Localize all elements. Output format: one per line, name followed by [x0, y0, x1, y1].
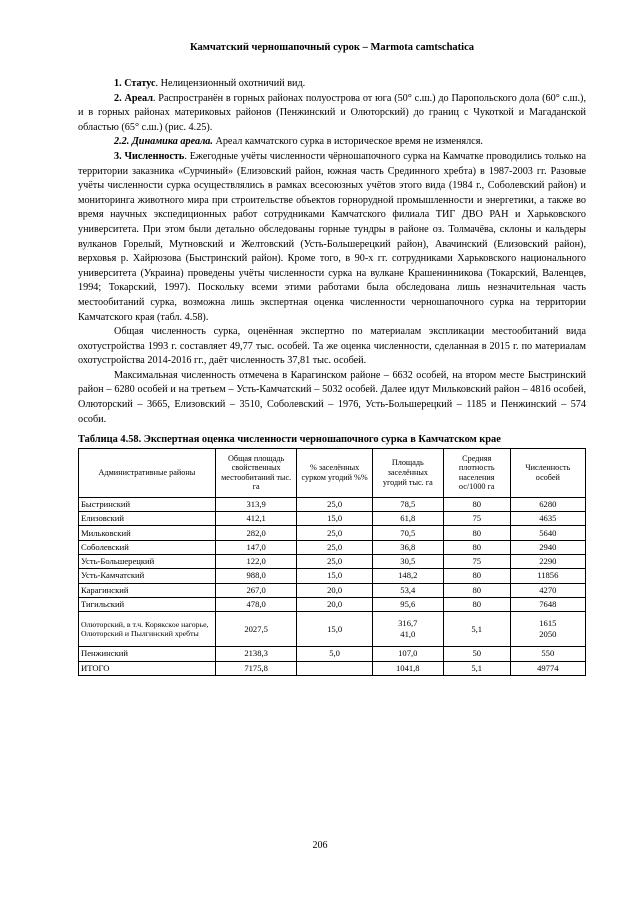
header-count: Численность особей — [510, 448, 585, 497]
table-caption: Таблица 4.58. Экспертная оценка численности черношапочного сурка в Камчатском крае — [78, 434, 501, 446]
table-row: Пенжинский 2138,3 5,0 107,0 50 550 — [79, 647, 586, 661]
dynamics-paragraph: 2.2. Динамика ареала. Ареал камчатского сурка в историческое время не изменялся. — [114, 136, 483, 148]
total-estimate-paragraph: Общая численность сурка, оценённая экспертно по материалам экспликации местообитаний вида охотустройства 1993 г. составляет 49,77 тыс. особей. Та же оценка численности, сделанная в 2015 г. по материалам охотустройства 2014-2016 гг., даёт численность 37,81 тыс. особей. — [78, 326, 586, 367]
numbers-paragraph: 3. Численность. Ежегодные учёты численности чёрношапочного сурка на Камчатке проводились только на территории заказника «Сурчиный» (Елизовский район, южная часть Срединного хребта) в 1987-2003 гг. Разовые учёты численности сурка осуществлялись в рамках всесоюзных учётов этого вида (1984 г., Соболевский район) и мониторинга животного мира при строительстве объектов горнорудной промышленности и энергетики, а также во время научных экспедиционных работ сотрудниками Камчатского филиала ТИГ ДВО РАН и Харьковского университета. При этом были детально обследованы горные тундры в районе оз. Толмачёва, склоны и кальдеры вулканов Горелый, Мутновский и Желтовский (Усть-Большерецкий район), Авачинский (Елизовский район), верховья р. Хайрюзова (Быстринский район). Кроме того, в 90-х гг. сотрудниками Харьковского национального университета (Украина) проведены учёты численности сурка на вулкане Крашенинникова (Токарский, Валенцев, 1994; Токарский, 1997). Поскольку всеми этими работами была обследована лишь незначительная часть местообитаний сурка, возможна лишь экспертная оценка численности черношапочного сурка на территории Камчатского края (табл. 4.58). — [78, 150, 586, 323]
table-row-total: ИТОГО 7175,8 1041,8 5,1 49774 — [79, 661, 586, 675]
table-row: Усть-Камчатский 988,0 15,0 148,2 80 11856 — [79, 569, 586, 583]
table-header-row — [79, 448, 586, 497]
page-title: Камчатский черношапочный сурок – Marmota camtschatica — [190, 42, 474, 53]
table-row-olyutorsky: Олюторский, в т.ч. Корякское нагорье, Олюторский и Пылгинский хребты 2027,5 15,0 316,7 41,0 5,1 1615 2050 — [79, 612, 586, 647]
table-row: Елизовский 412,1 15,0 61,8 75 4635 — [79, 512, 586, 526]
table-row: Карагинский 267,0 20,0 53,4 80 4270 — [79, 583, 586, 597]
header-total-area: Общая площадь свойственных местообитаний тыс. га — [215, 448, 297, 497]
table-row: Тигильский 478,0 20,0 95,6 80 7648 — [79, 597, 586, 611]
table-row: Быстринский 313,9 25,0 78,5 80 6280 — [79, 497, 586, 511]
header-settled-pct: % заселённых сурком угодий %% — [297, 448, 372, 497]
table-row: Соболевский 147,0 25,0 36,8 80 2940 — [79, 540, 586, 554]
table-row: Мильковский 282,0 25,0 70,5 80 5640 — [79, 526, 586, 540]
page-number: 206 — [312, 840, 328, 851]
max-count-paragraph: Максимальная численность отмечена в Карагинском районе – 6632 особей, на втором месте Быстринский район – 6280 особей и на третьем – Усть-Камчатский – 5032 особей. Далее идут Мильковский район – 4816 особей, Олюторский – 3665, Елизовский – 3510, Соболевский – 1976, Усть-Большерецкий – 1185 и Пенжинский – 574 особи. — [78, 369, 586, 425]
table-row: Усть-Большерецкий 122,0 25,0 30,5 75 2290 — [79, 555, 586, 569]
estimate-table — [78, 448, 586, 676]
areal-paragraph: 2. Ареал. Распространён в горных районах полуострова от юга (50° с.ш.) до Паропольского дола (60° с.ш.), и в горных районах материковых районов (Пенжинский и Олюторский) до границ с Чукоткой и Магаданской областью (65° с.ш.) (рис. 4.25). — [78, 92, 586, 133]
document-page — [78, 30, 586, 676]
status-paragraph: 1. Статус. Нелицензионный охотничий вид. — [114, 78, 306, 89]
header-settled-area: Площадь заселённых угодий тыс. га — [372, 448, 443, 497]
header-district: Административные районы — [79, 448, 216, 497]
header-density: Средняя плотность населения ос/1000 га — [443, 448, 510, 497]
